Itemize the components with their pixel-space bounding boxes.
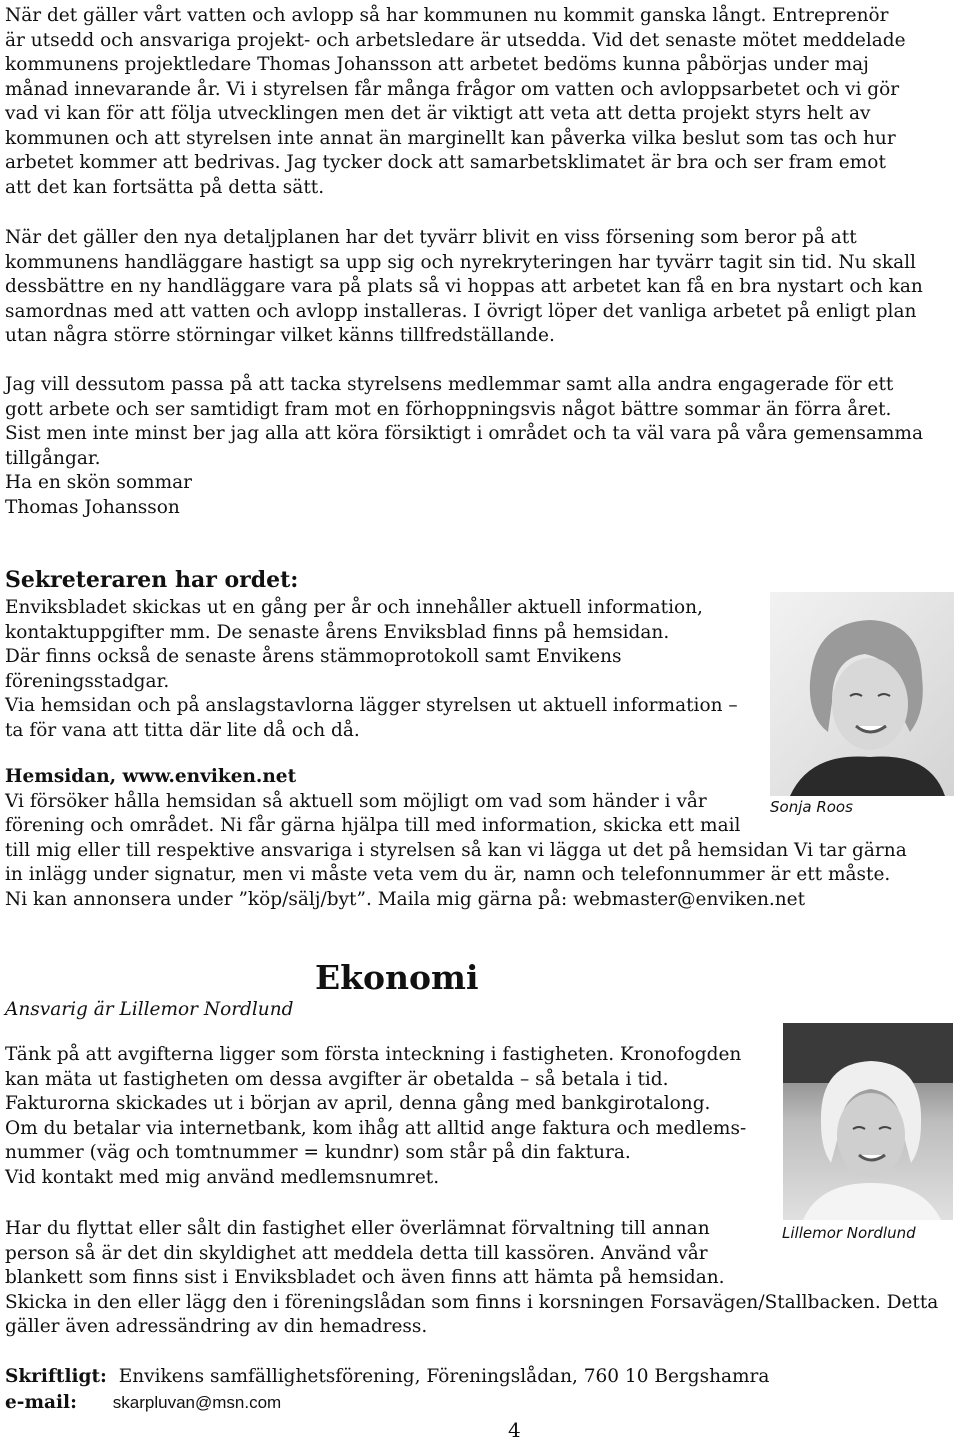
text-line: in inlägg under signatur, men vi måste veta vem du är, namn och telefonnummer är ett måste.	[5, 864, 891, 885]
page-number: 4	[508, 1418, 521, 1442]
text-line: kommunens projektledare Thomas Johansson att arbetet bedöms kunna påbörjas under maj	[5, 54, 869, 75]
text-line: När det gäller vårt vatten och avlopp så har kommunen nu kommit ganska långt. Entreprenör	[5, 5, 889, 26]
text-line: Ha en skön sommar	[5, 472, 193, 493]
text-line: förening och området. Ni får gärna hjälpa till med information, skicka ett mail	[5, 815, 741, 836]
text-line: gott arbete och ser samtidigt fram mot en förhoppningsvis något bättre sommar än förra året.	[5, 398, 892, 420]
website-section	[5, 765, 907, 912]
text-line: gäller även adressändring av din hemadress.	[5, 1316, 428, 1337]
text-line: dessbättre en ny handläggare vara på plats så vi hoppas att arbetet kan få en bra nystart och kan	[5, 276, 923, 297]
text-line: person så är det din skyldighet att meddela detta till kassören. Använd vår	[5, 1242, 708, 1264]
text-line: utan några större störningar vilket känns tillfredställande.	[5, 325, 555, 346]
text-line: månad innevarande år. Vi i styrelsen får många frågor om vatten och avloppsarbetet och vi gör	[5, 78, 900, 100]
contact-label: Skriftligt:	[5, 1366, 107, 1387]
text-line: Sist men inte minst ber jag alla att köra försiktigt i området och ta väl vara på våra gemensamma	[5, 423, 924, 444]
text-line: nummer (väg och tomtnummer = kundnr) som står på din faktura.	[5, 1142, 631, 1163]
text-line: kommunen och att styrelsen inte annat än marginellt kan påverka vilka beslut som tas och hur	[5, 127, 896, 149]
text-line: ta för vana att titta där lite då och då.	[5, 719, 360, 741]
text-line: Fakturorna skickades ut i början av april, denna gång med bankgirotalong.	[5, 1093, 711, 1114]
text-line: Om du betalar via internetbank, kom ihåg att alltid ange faktura och medlems-	[5, 1117, 747, 1139]
section-heading: Sekreteraren har ordet:	[5, 567, 299, 593]
contact-postal	[5, 1366, 769, 1387]
detaljplan-paragraph	[5, 226, 923, 349]
text-line: Skicka in den eller lägg den i föreningslådan som finns i korsningen Forsavägen/Stallbacken. Detta	[5, 1291, 939, 1313]
text-line: arbetet kommer att bedrivas. Jag tycker dock att samarbetsklimatet är bra och ser fram emot	[5, 152, 886, 173]
text-line: vad vi kan för att följa utvecklingen men det är viktigt att veta att detta projekt styrs helt av	[5, 103, 871, 124]
photo-caption: Sonja Roos	[770, 798, 853, 816]
text-line: Enviksbladet skickas ut en gång per år och innehåller aktuell information,	[5, 597, 703, 618]
section-title-ekonomi: Ekonomi	[315, 958, 479, 997]
text-line: kan mäta ut fastigheten om dessa avgifter är obetalda – så betala i tid.	[5, 1068, 669, 1090]
text-line: Ni kan annonsera under ”köp/sälj/byt”. Maila mig gärna på: webmaster@enviken.net	[5, 888, 806, 910]
section-subheading: Hemsidan, www.enviken.net	[5, 766, 297, 787]
text-line: kontaktuppgifter mm. De senaste årens Enviksblad finns på hemsidan.	[5, 621, 670, 643]
text-line: Tänk på att avgifterna ligger som första inteckning i fastigheten. Kronofogden	[5, 1044, 742, 1065]
economy-paragraph	[5, 1043, 746, 1190]
contact-address: Envikens samfällighetsförening, Föreningslådan, 760 10 Bergshamra	[118, 1366, 770, 1387]
text-line: att det kan fortsätta på detta sätt.	[5, 176, 325, 198]
text-line: Där finns också de senaste årens stämmoprotokoll samt Envikens	[5, 646, 622, 667]
text-line: kommunens handläggare hastigt sa upp sig och nyrekryteringen har tyvärr tagit sin tid. Nu skall	[5, 251, 916, 273]
portrait-image	[783, 1023, 953, 1220]
photo-caption: Lillemor Nordlund	[782, 1224, 916, 1242]
secretary-section	[5, 566, 738, 743]
text-line: Har du flyttat eller sålt din fastighet eller överlämnat förvaltning till annan	[5, 1218, 710, 1239]
moving-paragraph	[5, 1217, 938, 1340]
text-line: Via hemsidan och på anslagstavlorna lägger styrelsen ut aktuell information –	[5, 695, 738, 716]
text-line: blankett som finns sist i Enviksbladet och även finns att hämta på hemsidan.	[5, 1267, 725, 1288]
intro-paragraph	[5, 4, 906, 200]
text-line: Jag vill dessutom passa på att tacka styrelsens medlemmar samt alla andra engagerade för ett	[5, 374, 894, 395]
text-line: samordnas med att vatten och avlopp installeras. I övrigt löper det vanliga arbetet på enligt plan	[5, 300, 917, 322]
portrait-photo	[783, 1023, 953, 1220]
text-line: Vi försöker hålla hemsidan så aktuell som möjligt om vad som händer i vår	[5, 790, 707, 812]
contact-email	[5, 1392, 281, 1413]
text-line: föreningsstadgar.	[5, 670, 170, 692]
text-line: När det gäller den nya detaljplanen har det tyvärr blivit en viss försening som beror på att	[5, 227, 857, 248]
text-line: till mig eller till respektive ansvariga i styrelsen så kan vi lägga ut det på hemsidan Vi tar gärna	[5, 839, 907, 861]
text-line: tillgångar.	[5, 447, 101, 469]
contact-label: e-mail:	[5, 1392, 77, 1413]
responsible-person: Ansvarig är Lillemor Nordlund	[5, 999, 294, 1020]
signature-name: Thomas Johansson	[5, 496, 180, 518]
thanks-paragraph	[5, 373, 923, 520]
text-line: Vid kontakt med mig använd medlemsnumret.	[5, 1166, 440, 1188]
email-link[interactable]: skarpluvan@msn.com	[112, 1393, 282, 1412]
text-line: är utsedd och ansvariga projekt- och arbetsledare är utsedda. Vid det senaste mötet meddelade	[5, 29, 906, 51]
